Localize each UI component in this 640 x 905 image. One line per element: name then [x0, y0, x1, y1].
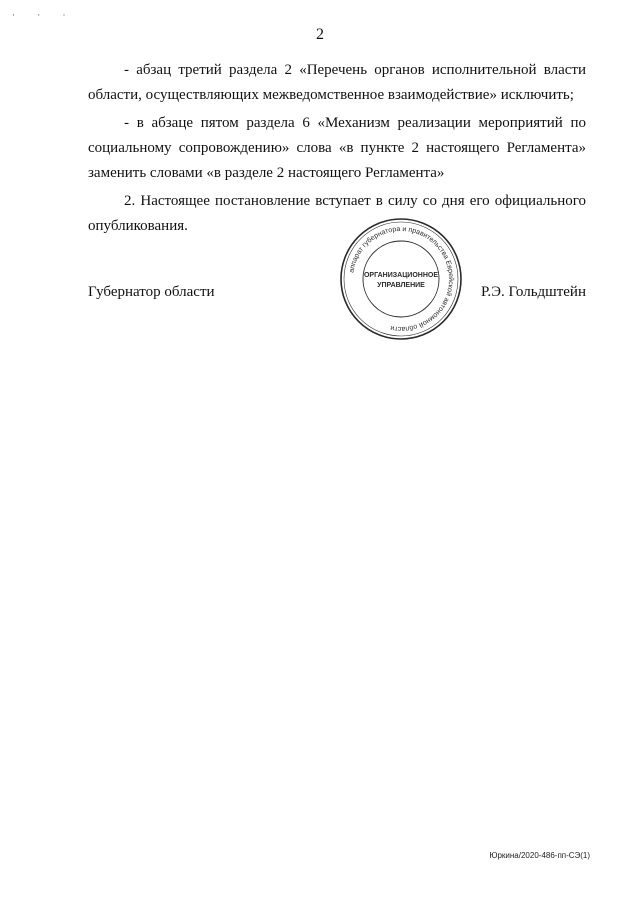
- footer-document-code: Юркина/2020-486-пп-СЭ(1): [489, 851, 590, 860]
- stamp-center-line-2: УПРАВЛЕНИЕ: [377, 282, 425, 289]
- page-number: 2: [316, 26, 324, 43]
- stamp-text-ring: [363, 241, 439, 317]
- stamp-outer-ring: [341, 219, 461, 339]
- stamp-center-line-1: ОРГАНИЗАЦИОННОЕ: [363, 272, 439, 279]
- signature-block: [88, 284, 586, 306]
- official-seal-stamp: [338, 216, 464, 342]
- stamp-inner-ring: [344, 222, 458, 336]
- paragraph-entry-into-force: 2. Настоящее постановление вступает в силу со дня его официального опубликования.: [88, 193, 586, 234]
- signatory-title: Губернатор области: [88, 284, 215, 300]
- paragraph-amendment-1: - абзац третий раздела 2 «Перечень органов исполнительной власти области, осуществляющих межведомственное взаимодействие» исключить;: [88, 62, 586, 103]
- document-body: [88, 58, 586, 242]
- paragraph-amendment-2: - в абзаце пятом раздела 6 «Механизм реализации мероприятий по социальному сопровождению» слова «в пункте 2 настоящего Регламента» заменить словами «в разделе 2 настоящего Регламента»: [88, 115, 586, 181]
- stamp-ring-text: аппарат губернатора и правительства Еврейской автономной области: [348, 225, 455, 333]
- scan-artifact-dots: · · ·: [12, 10, 76, 20]
- signatory-name: Р.Э. Гольдштейн: [480, 284, 586, 300]
